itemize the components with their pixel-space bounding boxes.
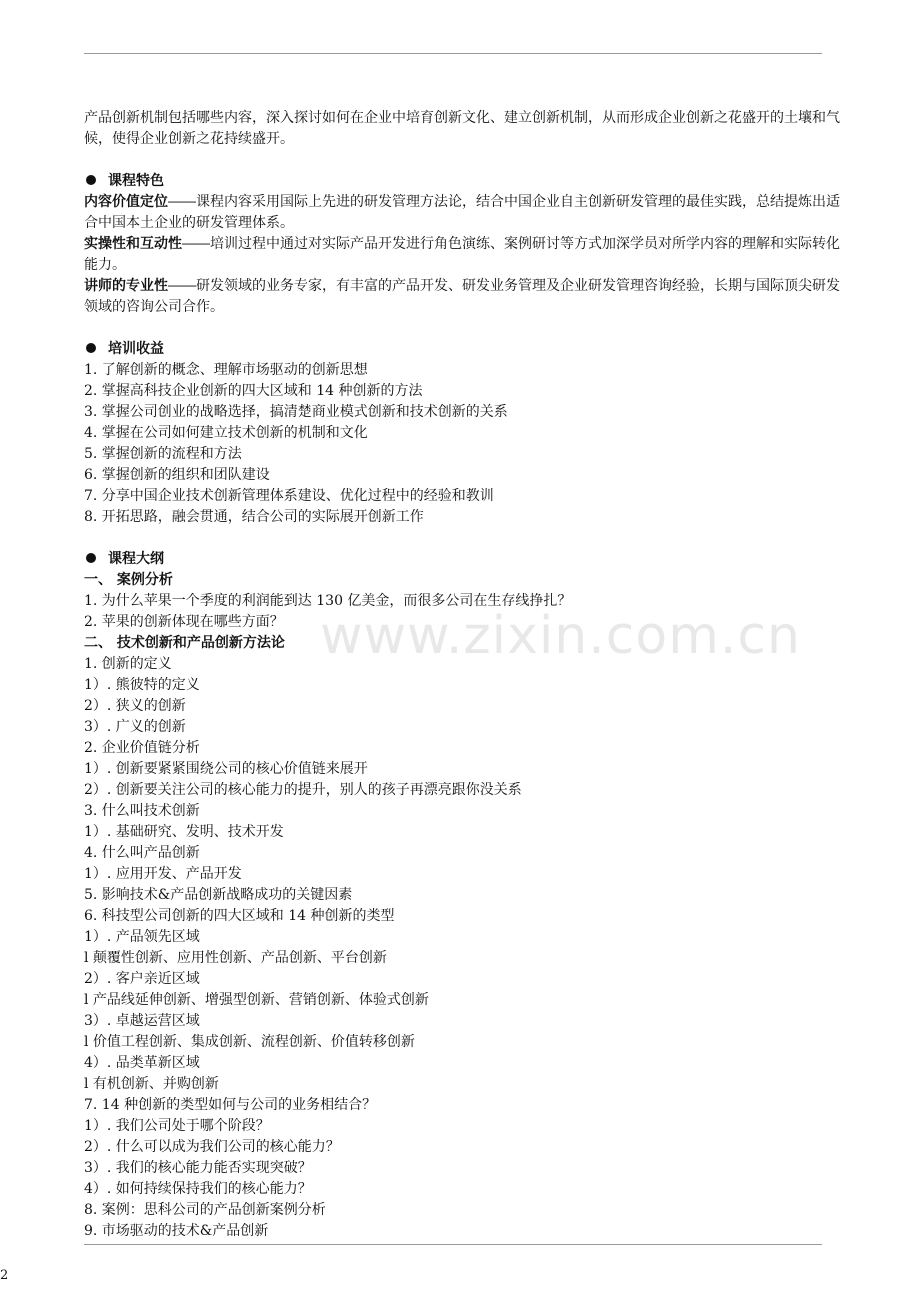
document-body (84, 108, 850, 1242)
outline-item: 2. 苹果的创新体现在哪些方面？ (84, 614, 284, 630)
outline-item: 4）. 如何持续保持我们的核心能力？ (84, 1181, 312, 1197)
feature-term: 讲师的专业性 (84, 278, 168, 294)
bullet-icon (86, 553, 96, 563)
outline-item: 1）. 我们公司处于哪个阶段？ (84, 1118, 270, 1134)
outline-item: 2）. 客户亲近区域 (84, 971, 200, 987)
outline-item: l 颠覆性创新、应用性创新、产品创新、平台创新 (84, 950, 387, 966)
outline-item: 2）. 狭义的创新 (84, 698, 186, 714)
feature-item (84, 234, 850, 276)
outline-section1-title: 一、 案例分析 (84, 572, 173, 588)
page-number: 2 (0, 1268, 9, 1283)
features-heading-text: 课程特色 (108, 173, 164, 189)
feature-text: ――培训过程中通过对实际产品开发进行角色演练、案例研讨等方式加深学员对所学内容的理解和实际转化能力。 (84, 236, 840, 273)
outline-item: 1）. 熊彼特的定义 (84, 677, 200, 693)
outline-heading-text: 课程大纲 (108, 551, 164, 567)
outline-item: 4. 什么叫产品创新 (84, 845, 200, 861)
benefit-item: 3. 掌握公司创业的战略选择，搞清楚商业模式创新和技术创新的关系 (84, 404, 508, 420)
feature-item (84, 276, 850, 318)
features-heading (84, 171, 850, 192)
outline-item: 3）. 卓越运营区域 (84, 1013, 200, 1029)
outline-item: 1）. 产品领先区域 (84, 929, 200, 945)
outline-item: l 有机创新、并购创新 (84, 1076, 219, 1092)
outline-item: 3. 什么叫技术创新 (84, 803, 200, 819)
outline-item: l 产品线延伸创新、增强型创新、营销创新、体验式创新 (84, 992, 429, 1008)
features-list (84, 192, 850, 318)
benefit-item: 1. 了解创新的概念、理解市场驱动的创新思想 (84, 362, 368, 378)
outline-item: 5. 影响技术&产品创新战略成功的关键因素 (84, 887, 353, 903)
outline-item: 1. 创新的定义 (84, 656, 172, 672)
outline-item: 2. 企业价值链分析 (84, 740, 200, 756)
benefit-item: 5. 掌握创新的流程和方法 (84, 446, 242, 462)
outline-item: 3）. 我们的核心能力能否实现突破？ (84, 1160, 312, 1176)
benefit-item: 4. 掌握在公司如何建立技术创新的机制和文化 (84, 425, 368, 441)
outline-section2-list (84, 654, 850, 1242)
outline-item: 9. 市场驱动的技术&产品创新 (84, 1223, 269, 1239)
bullet-icon (86, 343, 96, 353)
benefit-item: 8. 开拓思路，融会贯通，结合公司的实际展开创新工作 (84, 509, 424, 525)
outline-item: 3）. 广义的创新 (84, 719, 186, 735)
outline-item: 2）. 什么可以成为我们公司的核心能力？ (84, 1139, 340, 1155)
outline-section1-list (84, 591, 850, 633)
benefits-heading (84, 339, 850, 360)
footer-rule (84, 1244, 822, 1245)
feature-term: 实操性和互动性 (84, 236, 182, 252)
feature-item (84, 192, 850, 234)
outline-item: 7. 14 种创新的类型如何与公司的业务相结合？ (84, 1097, 377, 1113)
benefit-item: 6. 掌握创新的组织和团队建设 (84, 467, 270, 483)
outline-item: 6. 科技型公司创新的四大区域和 14 种创新的类型 (84, 908, 395, 924)
outline-item: 1）. 创新要紧紧围绕公司的核心价值链来展开 (84, 761, 368, 777)
outline-section2-title: 二、 技术创新和产品创新方法论 (84, 635, 285, 651)
outline-item: 2）. 创新要关注公司的核心能力的提升，别人的孩子再漂亮跟你没关系 (84, 782, 522, 798)
feature-text: ――课程内容采用国际上先进的研发管理方法论，结合中国企业自主创新研发管理的最佳实践，总结提炼出适合中国本土企业的研发管理体系。 (84, 194, 840, 231)
bullet-icon (86, 175, 96, 185)
benefit-item: 2. 掌握高科技企业创新的四大区域和 14 种创新的方法 (84, 383, 423, 399)
watermark: www.zixin.com.cn (320, 606, 801, 666)
outline-item: 1. 为什么苹果一个季度的利润能到达 130 亿美金，而很多公司在生存线挣扎？ (84, 593, 572, 609)
outline-item: l 价值工程创新、集成创新、流程创新、价值转移创新 (84, 1034, 415, 1050)
benefits-list (84, 360, 850, 528)
outline-heading (84, 549, 850, 570)
feature-text: ――研发领域的业务专家，有丰富的产品开发、研发业务管理及企业研发管理咨询经验，长期与国际顶尖研发领域的咨询公司合作。 (84, 278, 840, 315)
outline-item: 4）. 品类革新区域 (84, 1055, 200, 1071)
benefits-heading-text: 培训收益 (108, 341, 164, 357)
outline-item: 1）. 应用开发、产品开发 (84, 866, 242, 882)
header-rule (84, 53, 822, 54)
benefit-item: 7. 分享中国企业技术创新管理体系建设、优化过程中的经验和教训 (84, 488, 494, 504)
feature-term: 内容价值定位 (84, 194, 168, 210)
intro-paragraph: 产品创新机制包括哪些内容，深入探讨如何在企业中培育创新文化、建立创新机制，从而形成企业创新之花盛开的土壤和气候，使得企业创新之花持续盛开。 (84, 110, 840, 147)
outline-item: 8. 案例：思科公司的产品创新案例分析 (84, 1202, 326, 1218)
outline-item: 1）. 基础研究、发明、技术开发 (84, 824, 284, 840)
